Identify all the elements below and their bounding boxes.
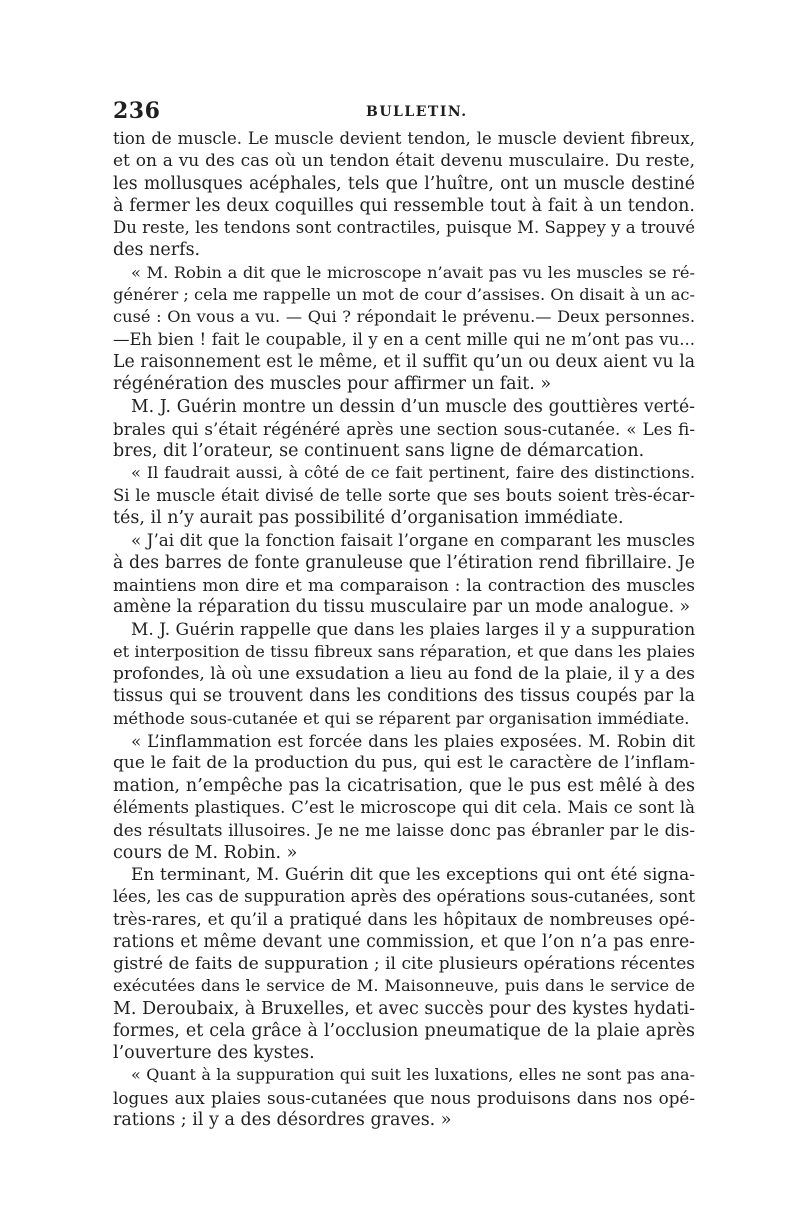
text-line: à fermer les deux coquilles qui ressemble tout à fait à un tendon. xyxy=(113,195,695,216)
text-line: Si le muscle était divisé de telle sorte que ses bouts soient très-écar- xyxy=(113,485,695,505)
text-line: formes, et cela grâce à l’occlusion pneumatique de la plaie après xyxy=(113,1020,695,1041)
text-line: M. J. Guérin rappelle que dans les plaies larges il y a suppuration xyxy=(131,619,695,640)
text-line: « M. Robin a dit que le microscope n’avait pas vu les muscles se ré- xyxy=(131,262,695,282)
text-line: bres, dit l’orateur, se continuent sans ligne de démarcation. xyxy=(113,441,645,462)
text-line: l’ouverture des kystes. xyxy=(113,1043,315,1064)
text-line: profondes, là où une exsudation a lieu au fond de la plaie, il y a des xyxy=(113,664,695,685)
text-line: des résultats illusoires. Je ne me laisse donc pas ébranler par le dis- xyxy=(113,820,695,841)
text-line: « Quant à la suppuration qui suit les luxations, elles ne sont pas ana- xyxy=(131,1065,695,1085)
text-line: Le raisonnement est le même, et il suffit qu’un ou deux aient vu la xyxy=(113,351,695,372)
text-line: que le fait de la production du pus, qui est le caractère de l’inflam- xyxy=(113,753,695,774)
text-line: Du reste, les tendons sont contractiles, puisque M. Sappey y a trouvé xyxy=(113,218,695,238)
text-line: gistré de faits de suppuration ; il cite plusieurs opérations récentes xyxy=(113,953,695,974)
text-line: amène la réparation du tissu musculaire par un mode analogue. » xyxy=(113,597,691,618)
text-line: générer ; cela me rappelle un mot de cour d’assises. On disait à un ac- xyxy=(113,285,695,305)
text-line: tissus qui se trouvent dans les conditions des tissus coupés par la xyxy=(113,686,695,707)
text-line: tion de muscle. Le muscle devient tendon, le muscle devient fibreux, xyxy=(113,129,695,148)
text-line: En terminant, M. Guérin dit que les exceptions qui ont été signa- xyxy=(131,864,695,885)
text-line: cusé : On vous a vu. — Qui ? répondait le prévenu.— Deux personnes. xyxy=(113,307,695,327)
text-line: M. Deroubaix, à Bruxelles, et avec succès pour des kystes hydati- xyxy=(113,998,695,1019)
page-header xyxy=(113,98,698,128)
text-line: « L’inflammation est forcée dans les plaies exposées. M. Robin dit xyxy=(131,731,695,752)
text-line: tés, il n’y aurait pas possibilité d’organisation immédiate. xyxy=(113,508,624,529)
text-line: mation, n’empêche pas la cicatrisation, que le pus est mêlé à des xyxy=(113,775,695,796)
running-title: BULLETIN. xyxy=(366,104,468,120)
page-number: 236 xyxy=(113,98,161,124)
body-text xyxy=(113,128,695,1131)
text-line: maintiens mon dire et ma comparaison : la contraction des muscles xyxy=(113,574,695,595)
text-line: des nerfs. xyxy=(113,240,201,261)
text-line: rations et même devant une commission, et que l’on n’a pas enre- xyxy=(113,931,695,952)
text-line: et interposition de tissu fibreux sans réparation, et que dans les plaies xyxy=(113,641,695,661)
text-line: très-rares, et qu’il a pratiqué dans les hôpitaux de nombreuses opé- xyxy=(113,909,695,930)
text-line: méthode sous-cutanée et qui se réparent par organisation immédiate. xyxy=(113,708,690,728)
text-line: à des barres de fonte granuleuse que l’étiration rend fibrillaire. Je xyxy=(113,552,695,573)
text-line: M. J. Guérin montre un dessin d’un muscle des gouttières verté- xyxy=(131,396,695,417)
text-line: cours de M. Robin. » xyxy=(113,842,298,863)
text-line: brales qui s’était régénéré après une section sous-cutanée. « Les fi- xyxy=(113,418,695,439)
text-line: et on a vu des cas où un tendon était devenu musculaire. Du reste, xyxy=(113,151,695,172)
text-line: éléments plastiques. C’est le microscope qui dit cela. Mais ce sont là xyxy=(113,797,695,817)
text-line: « Il faudrait aussi, à côté de ce fait pertinent, faire des distinctions. xyxy=(131,463,695,483)
text-line: —Eh bien ! fait le coupable, il y en a cent mille qui ne m’ont pas vu... xyxy=(113,329,695,349)
text-line: régénération des muscles pour affirmer un fait. » xyxy=(113,374,552,395)
text-line: logues aux plaies sous-cutanées que nous produisons dans nos opé- xyxy=(113,1087,695,1108)
text-line: « J’ai dit que la fonction faisait l’organe en comparant les muscles xyxy=(131,530,695,551)
text-line: lées, les cas de suppuration après des opérations sous-cutanées, sont xyxy=(113,887,695,907)
text-line: rations ; il y a des désordres graves. » xyxy=(113,1110,452,1131)
text-line: les mollusques acéphales, tels que l’huître, ont un muscle destiné xyxy=(113,173,695,194)
text-line: exécutées dans le service de M. Maisonneuve, puis dans le service de xyxy=(113,976,695,996)
